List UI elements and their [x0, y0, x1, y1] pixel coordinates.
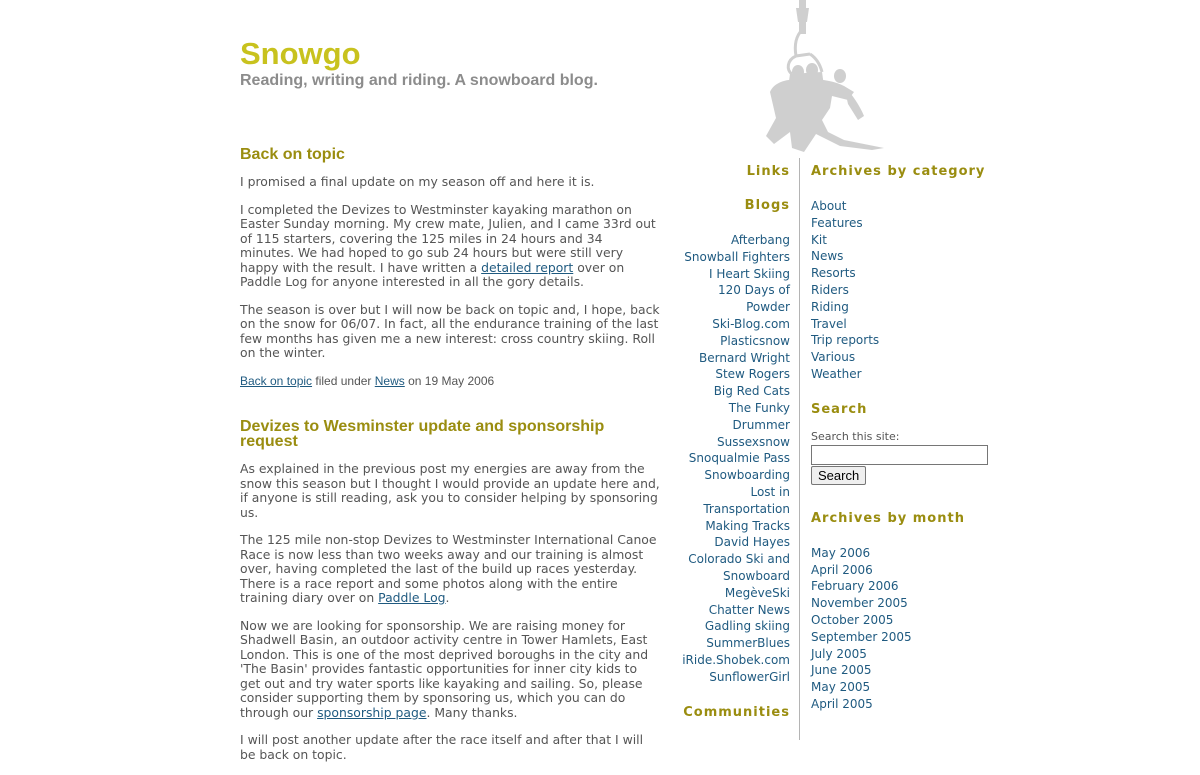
list-item — [680, 434, 790, 451]
post-text: . — [445, 590, 450, 605]
archives-by-category-heading: Archives by category — [811, 164, 986, 179]
blogroll-link[interactable]: David Hayes — [714, 535, 790, 550]
list-item — [680, 266, 790, 283]
permalink-link[interactable]: Back on topic — [240, 373, 313, 388]
list-item — [811, 696, 1001, 713]
blogroll-link[interactable]: Ski-Blog.com — [712, 316, 790, 331]
blogroll-link[interactable]: SummerBlues — [706, 636, 790, 651]
category-archive-link[interactable]: Travel — [811, 316, 847, 331]
sponsorship-page-link[interactable]: sponsorship page — [317, 704, 427, 720]
post-paragraph — [240, 533, 660, 606]
list-item — [680, 249, 790, 266]
list-item — [811, 265, 1001, 282]
blogroll-link[interactable]: Gadling skiing — [704, 619, 790, 634]
list-item — [680, 652, 790, 669]
search-input[interactable] — [811, 445, 988, 465]
month-archive-list — [811, 545, 1001, 713]
blog-tagline: Reading, writing and riding. A snowboard blog. — [240, 72, 598, 89]
post-meta — [240, 374, 660, 389]
month-archive-link[interactable]: June 2005 — [811, 663, 872, 678]
detailed-report-link[interactable]: detailed report — [481, 259, 574, 275]
category-archive-link[interactable]: Features — [811, 215, 863, 230]
sidebar-divider — [799, 158, 800, 740]
list-item — [680, 585, 790, 602]
blogroll-link[interactable]: iRide.Shobek.com — [682, 652, 790, 667]
post-text: . Many thanks. — [426, 704, 518, 720]
list-item — [811, 248, 1001, 265]
list-item — [811, 578, 1001, 595]
blogroll-link[interactable]: MegèveSki — [724, 585, 790, 600]
list-item — [680, 333, 790, 350]
post-title[interactable]: Devizes to Wesminster update and sponsorship request — [240, 418, 605, 450]
list-item — [811, 332, 1001, 349]
list-item — [811, 595, 1001, 612]
chairlift-silhouette-icon — [752, 0, 892, 158]
blogroll-link[interactable]: Snoqualmie Pass Snowboarding — [688, 451, 790, 483]
post-paragraph: I promised a final update on my season off and here it is. — [240, 174, 595, 189]
list-item — [680, 551, 790, 585]
search-heading: Search — [811, 401, 868, 417]
list-item — [680, 400, 790, 434]
list-item — [680, 383, 790, 400]
post-date: on 19 May 2006 — [404, 373, 495, 388]
category-list — [811, 198, 1001, 383]
links-heading: Links — [746, 164, 790, 179]
month-archive-link[interactable]: April 2005 — [811, 696, 873, 711]
category-archive-link[interactable]: Weather — [811, 366, 862, 381]
month-archive-link[interactable]: November 2005 — [811, 596, 908, 611]
blogroll-link[interactable]: SunflowerGirl — [709, 669, 790, 684]
list-item — [680, 282, 790, 316]
blog-title[interactable]: Snowgo — [240, 36, 361, 71]
month-archive-link[interactable]: February 2006 — [811, 579, 899, 594]
archives-by-month-heading: Archives by month — [811, 510, 965, 526]
blogroll-link[interactable]: Afterbang — [730, 233, 790, 247]
blogroll-link[interactable]: Bernard Wright — [699, 350, 790, 365]
month-archive-link[interactable]: September 2005 — [811, 629, 912, 644]
post — [240, 419, 660, 762]
blogroll — [680, 232, 790, 686]
blogroll-link[interactable]: Sussexsnow — [716, 434, 790, 449]
left-sidebar — [680, 164, 790, 739]
list-item — [811, 299, 1001, 316]
list-item — [811, 198, 1001, 215]
month-archive-link[interactable]: May 2005 — [811, 680, 871, 695]
list-item — [811, 215, 1001, 232]
blogroll-link[interactable]: The Funky Drummer — [728, 400, 790, 432]
post-title[interactable]: Back on topic — [240, 146, 345, 163]
month-archive-link[interactable]: October 2005 — [811, 612, 894, 627]
post-paragraph — [240, 619, 660, 721]
post-text: The 125 mile non-stop Devizes to Westminster International Canoe Race is now less than two weeks away and our training is almost over, having completed the last of the build up races yesterday. There is a race report and some photos along with the entire training diary over on — [240, 532, 657, 605]
main-content — [240, 147, 660, 775]
post-paragraph — [240, 203, 660, 290]
list-item — [811, 282, 1001, 299]
category-archive-link[interactable]: Riders — [811, 282, 849, 297]
list-item — [680, 618, 790, 635]
list-item — [680, 450, 790, 484]
blogs-heading: Blogs — [744, 198, 790, 213]
list-item — [811, 545, 1001, 562]
blogroll-link[interactable]: Big Red Cats — [713, 384, 790, 399]
month-archive-link[interactable]: May 2006 — [811, 545, 871, 560]
post — [240, 147, 660, 388]
post-text: I completed the Devizes to Westminster kayaking marathon on Easter Sunday morning. My crew mate, Julien, and I came 33rd out of 115 starters, covering the 125 miles in 24 hours and 34 minutes. We had hoped to go sub 24 hours but were still very happy with the result. I have written a — [240, 201, 656, 275]
blogroll-link[interactable]: Lost in Transportation — [703, 484, 790, 516]
list-item — [680, 484, 790, 518]
category-link[interactable]: News — [374, 373, 405, 388]
blogroll-link[interactable]: 120 Days of Powder — [717, 283, 790, 315]
list-item — [811, 366, 1001, 383]
list-item — [680, 232, 790, 249]
category-archive-link[interactable]: About — [811, 199, 847, 213]
list-item — [811, 316, 1001, 333]
search-form — [811, 430, 1001, 485]
blogroll-link[interactable]: Stew Rogers — [715, 367, 790, 382]
search-label: Search this site: — [811, 429, 900, 443]
category-archive-link[interactable]: Resorts — [811, 266, 856, 281]
post-text: Now we are looking for sponsorship. We are raising money for Shadwell Basin, an outdoor activity centre in Tower Hamlets, East London. This is one of the most deprived boroughs in the city and 'The Basin' provides fantastic opportunities for inner city kids to get out and try water sports like kayaking and sailing. So, please consider supporting them by sponsoring us, which you can do through our — [240, 617, 649, 720]
list-item — [680, 534, 790, 551]
category-archive-link[interactable]: Kit — [811, 232, 827, 247]
post-paragraph: The season is over but I will now be back on topic and, I hope, back on the snow for 06/07. In fact, all the endurance training of the last few months has given me a new interest: cross country skiing. Roll on the winter. — [240, 301, 660, 360]
list-item — [680, 316, 790, 333]
post-text: over on Paddle Log for anyone interested in all the gory details. — [240, 259, 625, 289]
meta-text: filed under — [312, 373, 375, 388]
list-item — [811, 679, 1001, 696]
list-item — [680, 602, 790, 619]
blogroll-link[interactable]: Making Tracks — [705, 518, 790, 533]
list-item — [811, 612, 1001, 629]
category-archive-link[interactable]: Various — [811, 350, 856, 365]
blogroll-link[interactable]: Snowball Fighters — [684, 249, 790, 264]
month-archive-link[interactable]: April 2006 — [811, 562, 873, 577]
communities-heading: Communities — [683, 704, 790, 720]
list-item — [811, 629, 1001, 646]
right-sidebar — [811, 164, 1001, 732]
blogroll-link[interactable]: I Heart Skiing — [708, 266, 790, 281]
search-button[interactable]: Search — [811, 466, 866, 485]
category-archive-link[interactable]: Trip reports — [811, 333, 880, 348]
blogroll-link[interactable]: Plasticsnow — [720, 333, 790, 348]
list-item — [680, 518, 790, 535]
list-item — [811, 562, 1001, 579]
post-paragraph: I will post another update after the race itself and after that I will be back on topic. — [240, 732, 644, 762]
category-archive-link[interactable]: News — [811, 249, 844, 264]
list-item — [811, 232, 1001, 249]
post-paragraph: As explained in the previous post my energies are away from the snow this season but I thought I would provide an update here and, if anyone is still reading, ask you to consider helping by sponsoring us. — [240, 461, 660, 520]
list-item — [811, 662, 1001, 679]
list-item — [680, 350, 790, 367]
category-archive-link[interactable]: Riding — [811, 299, 849, 314]
paddle-log-link[interactable]: Paddle Log — [378, 590, 446, 605]
blogroll-link[interactable]: Chatter News — [708, 602, 790, 617]
list-item — [811, 646, 1001, 663]
month-archive-link[interactable]: July 2005 — [811, 646, 867, 661]
list-item — [680, 366, 790, 383]
blogroll-link[interactable]: Colorado Ski and Snowboard — [688, 552, 790, 583]
list-item — [680, 669, 790, 686]
list-item — [811, 349, 1001, 366]
list-item — [680, 635, 790, 652]
